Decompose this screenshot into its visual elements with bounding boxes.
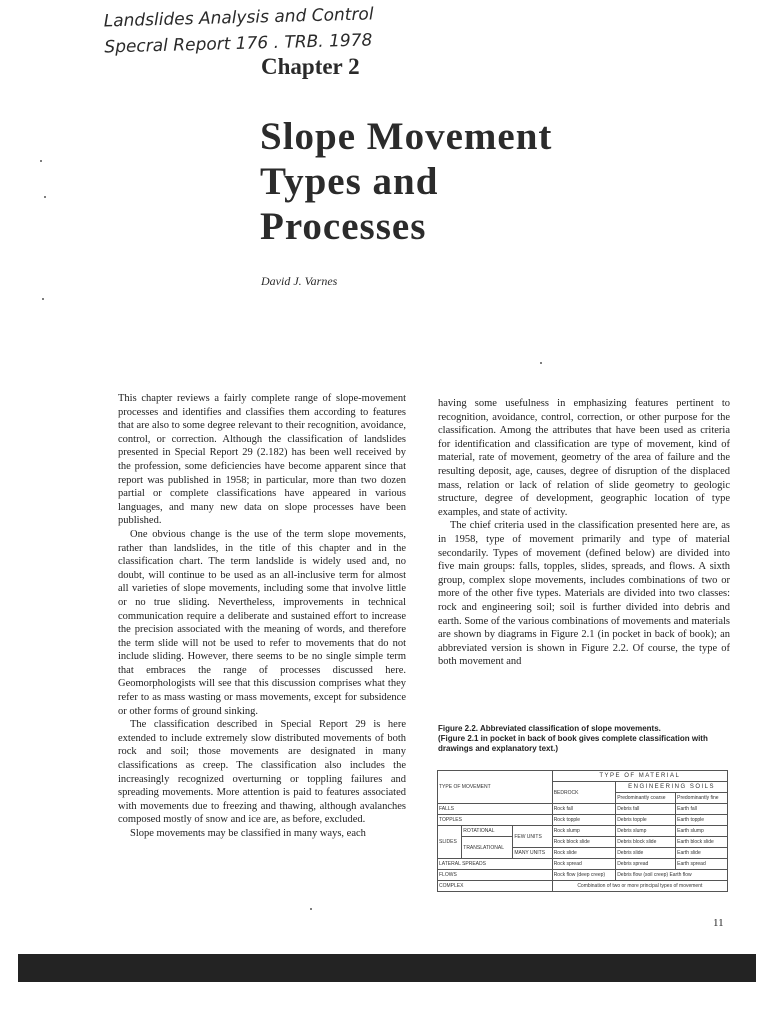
chapter-title-line: Slope Movement	[260, 115, 553, 158]
table-header-bedrock: BEDROCK	[552, 782, 616, 804]
table-cell: Debris block slide	[616, 837, 676, 848]
handwritten-line-1: Landslides Analysis and Control	[103, 4, 374, 32]
paragraph: One obvious change is the use of the term slope movements, rather than landslides, in the title of this chapter and in the classification chart. The term landslide is widely used and, no doubt, will continue to be used as an all-inclusive term for almost all varieties of slope movements, including some that involve little or no true sliding. Nevertheless, improvements in technical communication require a deliberate and sustained effort to increase the precision associated with the meaning of words, and therefore the term slide will not be used to refer to movements that do not include sliding. However, there seems to be no single simple term that embraces the range of processes discussed here. Geomorphologists will see that this discussion comprises what they refer to as mass wasting or mass movements, except for subsidence or other forms of ground sinking.	[118, 528, 406, 717]
chapter-title-line: Types and	[260, 160, 439, 203]
table-cell: Rock block slide	[552, 837, 616, 848]
table-cell: Rock fall	[552, 804, 616, 815]
table-header-fine: Predominantly fine	[676, 793, 728, 804]
left-text-column	[118, 392, 406, 841]
paragraph: Slope movements may be classified in many ways, each	[130, 828, 366, 839]
paragraph: This chapter reviews a fairly complete range of slope-movement processes and identifies and classifies them according to features that are also to some degree relevant to their recognition, avoidance, control, or correction. Although the classification of landslides presented in Special Report 29 (2.182) has been well received by the profession, some deficiencies have become apparent since that report was published in 1958; in particular, more than two dozen partial or complete classifications have appeared in various languages, and many new data on slope processes have been published.	[118, 393, 406, 527]
table-cell: Rock slide	[552, 848, 616, 859]
right-text-column	[438, 397, 730, 669]
page-number: 11	[713, 917, 724, 929]
scan-speck	[44, 196, 46, 198]
table-cell: Debris slide	[616, 848, 676, 859]
table-cell-text: Debris flow	[617, 872, 642, 878]
scan-border-band	[18, 954, 756, 982]
table-cell: FEW UNITS	[513, 826, 552, 848]
paragraph: The classification described in Special Report 29 is here extended to include extremely slow distributed movements of both rock and soil; those movements are designated in many classifications as creep. The classification also includes the increasingly recognized overturning or toppling failures and spreading movements. More attention is paid to features associated with movements due to freezing and thawing, although avalanches composed mostly of snow and ice are, as before, excluded.	[118, 719, 406, 826]
table-cell-text: (soil creep)	[643, 872, 669, 878]
table-cell: Debris slump	[616, 826, 676, 837]
table-header-material: TYPE OF MATERIAL	[552, 771, 727, 782]
table-cell: Rock topple	[552, 815, 616, 826]
scan-speck	[40, 160, 42, 162]
table-cell: Earth spread	[676, 859, 728, 870]
handwritten-annotation	[103, 0, 444, 60]
figure-caption	[438, 724, 738, 754]
figure-caption-title: Figure 2.2. Abbreviated classification of slope movements.	[438, 724, 661, 733]
table-row	[438, 837, 728, 848]
scan-speck	[310, 908, 312, 910]
table-row	[438, 826, 728, 837]
table-cell	[616, 870, 728, 881]
table-cell: Rock spread	[552, 859, 616, 870]
table-cell: TOPPLES	[438, 815, 553, 826]
table-cell: Earth topple	[676, 815, 728, 826]
scan-speck	[42, 298, 44, 300]
table-cell: MANY UNITS	[513, 848, 552, 859]
table-cell: Earth fall	[676, 804, 728, 815]
table-header-soils: ENGINEERING SOILS	[616, 782, 728, 793]
table-cell: Combination of two or more principal types of movement	[552, 881, 727, 892]
chapter-title-line: Processes	[260, 205, 427, 248]
table-cell: Earth block slide	[676, 837, 728, 848]
table-cell: Debris spread	[616, 859, 676, 870]
table-cell: FLOWS	[438, 870, 553, 881]
table-cell: TRANSLATIONAL	[462, 837, 513, 859]
table-cell: FALLS	[438, 804, 553, 815]
table-cell: Rock slump	[552, 826, 616, 837]
table-cell: Earth slump	[676, 826, 728, 837]
table-cell: COMPLEX	[438, 881, 553, 892]
scan-speck	[540, 362, 542, 364]
author-name: David J. Varnes	[261, 274, 338, 288]
table-row	[438, 881, 728, 892]
table-header-coarse: Predominantly coarse	[616, 793, 676, 804]
table-row	[438, 804, 728, 815]
chapter-title	[260, 114, 740, 249]
table-cell: Rock flow (deep creep)	[552, 870, 616, 881]
table-cell: SLIDES	[438, 826, 462, 859]
table-row	[438, 815, 728, 826]
table-cell-text: Earth flow	[669, 872, 692, 878]
table-row	[438, 870, 728, 881]
table-row	[438, 859, 728, 870]
table-header-movement: TYPE OF MOVEMENT	[438, 771, 553, 804]
table-cell: Earth slide	[676, 848, 728, 859]
table-cell: Debris topple	[616, 815, 676, 826]
table-cell: LATERAL SPREADS	[438, 859, 553, 870]
paragraph: The chief criteria used in the classification presented here are, as in 1958, type of movement primarily and type of material secondarily. Types of movement (defined below) are divided into five main groups: falls, topples, slides, spreads, and flows. A sixth group, complex slope movements, includes combinations of two or more of the other five types. Materials are divided into two classes: rock and engineering soil; soil is further divided into debris and earth. Some of the various combinations of movements and materials are shown by diagrams in Figure 2.1 (in pocket in back of book); an abbreviated version is shown in Figure 2.2. Of course, the type of both movement and	[438, 520, 730, 668]
chapter-label: Chapter 2	[261, 54, 360, 79]
paragraph: having some usefulness in emphasizing features pertinent to recognition, avoidance, control, correction, or other purpose for the classification. Among the attributes that have been used as criteria for identification and classification are type of movement, kind of material, rate of movement, geometry of the area of failure and the resulting deposit, age, causes, degree of disruption of the displaced mass, relation or lack of relation of slide geometry to geologic structure, degree of development, geographic location of type examples, and state of activity.	[438, 398, 730, 518]
handwritten-line-2: Specral Report 176 . TRB. 1978	[104, 30, 373, 58]
classification-table	[437, 770, 728, 892]
figure-caption-note: (Figure 2.1 in pocket in back of book gives complete classification with drawings and explanatory text.)	[438, 734, 708, 753]
table-cell: ROTATIONAL	[462, 826, 513, 837]
table-cell: Debris fall	[616, 804, 676, 815]
